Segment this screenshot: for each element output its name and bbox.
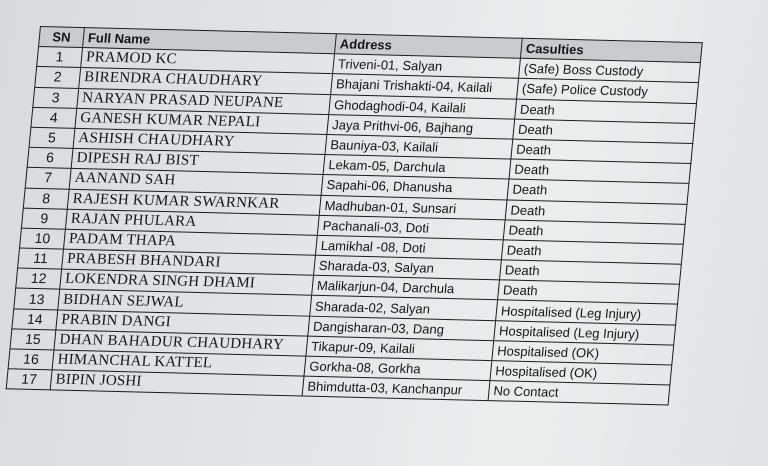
casualty-cell: No Contact (488, 381, 670, 406)
name-cell: AANAND SAH (69, 169, 323, 195)
address-cell: Lekam-05, Darchula (323, 155, 511, 180)
address-cell: Bauniya-03, Kailali (325, 134, 513, 159)
casualty-cell: Death (515, 99, 697, 124)
sn-cell: 5 (29, 127, 75, 148)
sn-cell: 1 (37, 47, 83, 68)
casualty-cell: Death (513, 119, 695, 144)
table-body (6, 47, 700, 406)
casualty-cell: Hospitalised (OK) (492, 340, 674, 365)
sn-cell: 9 (21, 208, 67, 229)
name-cell: DHAN BAHADUR CHAUDHARY (54, 330, 308, 356)
name-cell: BIRENDRA CHAUDHARY (79, 68, 333, 94)
sn-cell: 16 (8, 349, 54, 370)
casualty-cell: Hospitalised (Leg Injury) (494, 320, 676, 345)
casualty-cell: Hospitalised (OK) (490, 361, 672, 386)
name-cell: PRABESH BHANDARI (62, 249, 316, 275)
sn-cell: 11 (18, 248, 64, 269)
address-cell: Bhajani Trishakti-04, Kailali (331, 74, 519, 99)
sn-cell: 2 (35, 67, 81, 88)
casualty-cell: Death (507, 179, 689, 204)
address-cell: Jaya Prithvi-06, Bajhang (327, 114, 515, 139)
name-cell: PADAM THAPA (63, 229, 317, 255)
sn-cell: 8 (23, 188, 69, 209)
sn-cell: 17 (6, 369, 52, 390)
name-cell: NARYAN PRASAD NEUPANE (77, 88, 331, 114)
sn-cell: 10 (20, 228, 66, 249)
address-cell: Lamikhal -08, Doti (315, 235, 503, 260)
casualty-cell: Death (509, 159, 691, 184)
address-cell: Bhimdutta-03, Kanchanpur (302, 376, 490, 401)
casualty-table (6, 26, 703, 406)
header-sn: SN (39, 27, 85, 48)
name-cell: LOKENDRA SINGH DHAMI (60, 269, 314, 295)
address-cell: Sharada-03, Salyan (314, 255, 502, 280)
header-casualties: Casulties (520, 38, 702, 63)
address-cell: Gorkha-08, Gorkha (304, 356, 492, 381)
address-cell: Ghodaghodi-04, Kailali (329, 94, 517, 119)
casualty-cell: Hospitalised (Leg Injury) (496, 300, 678, 325)
header-address: Address (334, 34, 522, 59)
address-cell: Triveni-01, Salyan (333, 54, 521, 79)
document (6, 26, 703, 406)
casualty-cell: (Safe) Boss Custody (518, 58, 700, 83)
name-cell: PRAMOD KC (81, 48, 335, 74)
casualty-cell: Death (498, 280, 680, 305)
casualty-cell: Death (503, 220, 685, 245)
casualty-cell: Death (501, 240, 683, 265)
name-cell: BIDHAN SEJWAL (58, 289, 312, 315)
casualty-cell: Death (499, 260, 681, 285)
sn-cell: 15 (10, 329, 56, 350)
sn-cell: 6 (27, 147, 73, 168)
address-cell: Sapahi-06, Dhanusha (321, 175, 509, 200)
address-cell: Malikarjun-04, Darchula (312, 276, 500, 301)
sn-cell: 14 (12, 309, 58, 330)
name-cell: ASHISH CHAUDHARY (73, 128, 327, 154)
name-cell: DIPESH RAJ BIST (71, 148, 325, 174)
sn-cell: 12 (16, 268, 62, 289)
address-cell: Pachanali-03, Doti (317, 215, 505, 240)
name-cell: HIMANCHAL KATTEL (52, 350, 306, 376)
casualty-cell: Death (505, 199, 687, 224)
address-cell: Dangisharan-03, Dang (308, 316, 496, 341)
name-cell: GANESH KUMAR NEPALI (75, 108, 329, 134)
address-cell: Madhuban-01, Sunsari (319, 195, 507, 220)
name-cell: PRABIN DANGI (56, 310, 310, 336)
sn-cell: 7 (25, 168, 71, 189)
header-full-name: Full Name (83, 28, 337, 54)
address-cell: Sharada-02, Salyan (310, 296, 498, 321)
address-cell: Tikapur-09, Kailali (306, 336, 494, 361)
name-cell: BIPIN JOSHI (50, 370, 304, 396)
sn-cell: 13 (14, 288, 60, 309)
name-cell: RAJESH KUMAR SWARNKAR (67, 189, 321, 215)
name-cell: RAJAN PHULARA (65, 209, 319, 235)
casualty-cell: (Safe) Police Custody (517, 79, 699, 104)
sn-cell: 4 (31, 107, 77, 128)
sn-cell: 3 (33, 87, 79, 108)
casualty-cell: Death (511, 139, 693, 164)
